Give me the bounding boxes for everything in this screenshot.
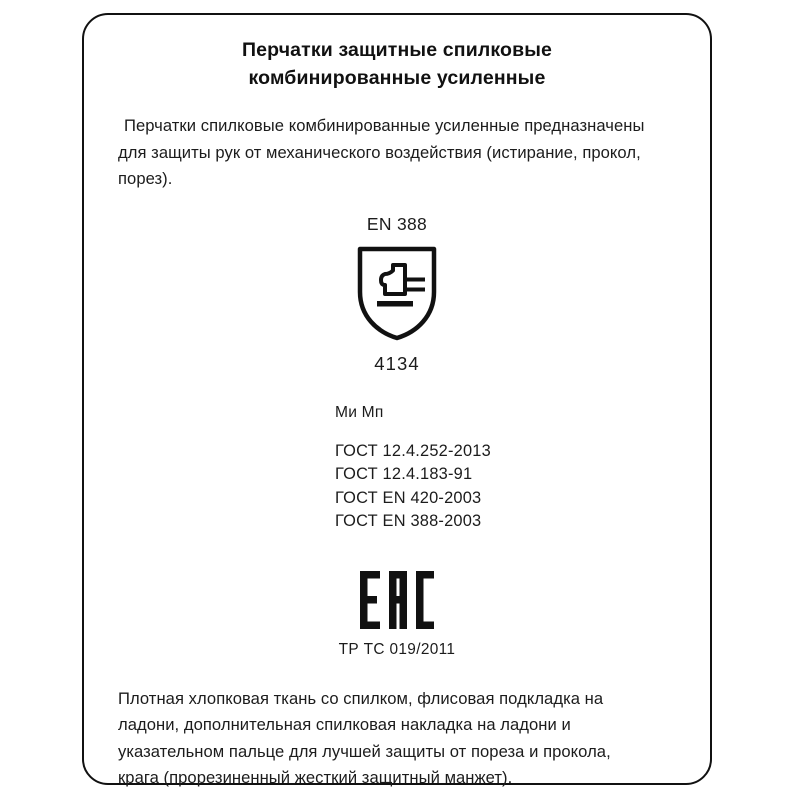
title-line-2: комбинированные усиленные <box>248 66 546 89</box>
shield-mechanical-hazard-icon <box>355 244 439 342</box>
intro-line-3: порез). <box>118 168 173 188</box>
gost-item: ГОСТ EN 388-2003 <box>335 511 482 530</box>
page-title <box>132 37 662 92</box>
outro-line-1: Плотная хлопковая ткань со спилком, флисовая подкладка на <box>118 689 604 709</box>
material-description-paragraph <box>118 686 684 791</box>
product-label-card <box>82 13 712 785</box>
intro-paragraph <box>118 113 684 192</box>
title-line-1: Перчатки защитные спилковые <box>241 39 553 61</box>
gost-item: ГОСТ EN 420-2003 <box>335 488 482 507</box>
outro-line-2: ладони, дополнительная спилковая накладка на ладони и <box>118 715 571 735</box>
technical-regulation-label: ТР ТС 019/2011 <box>338 641 456 659</box>
intro-line-2: для защиты рук от механического воздействия (истирание, прокол, <box>118 142 641 162</box>
gost-standards-list <box>335 440 491 533</box>
en388-pictogram-block <box>106 214 688 375</box>
protection-class-marks: Ми Мп <box>335 403 384 421</box>
outro-line-4: крага (прорезиненный жесткий защитный манжет). <box>118 767 513 787</box>
standards-block <box>106 404 688 533</box>
gost-item: ГОСТ 12.4.252-2013 <box>335 441 491 460</box>
eac-mark-icon <box>358 569 436 631</box>
gost-item: ГОСТ 12.4.183-91 <box>335 465 473 484</box>
eac-conformity-block <box>106 569 688 659</box>
performance-code: 4134 <box>374 352 420 374</box>
en-standard-label: EN 388 <box>366 213 428 234</box>
outro-line-3: указательном пальце для лучшей защиты от пореза и прокола, <box>118 741 611 761</box>
intro-line-1: Перчатки спилковые комбинированные усиленные предназначены <box>124 116 645 136</box>
label-content <box>84 15 710 787</box>
